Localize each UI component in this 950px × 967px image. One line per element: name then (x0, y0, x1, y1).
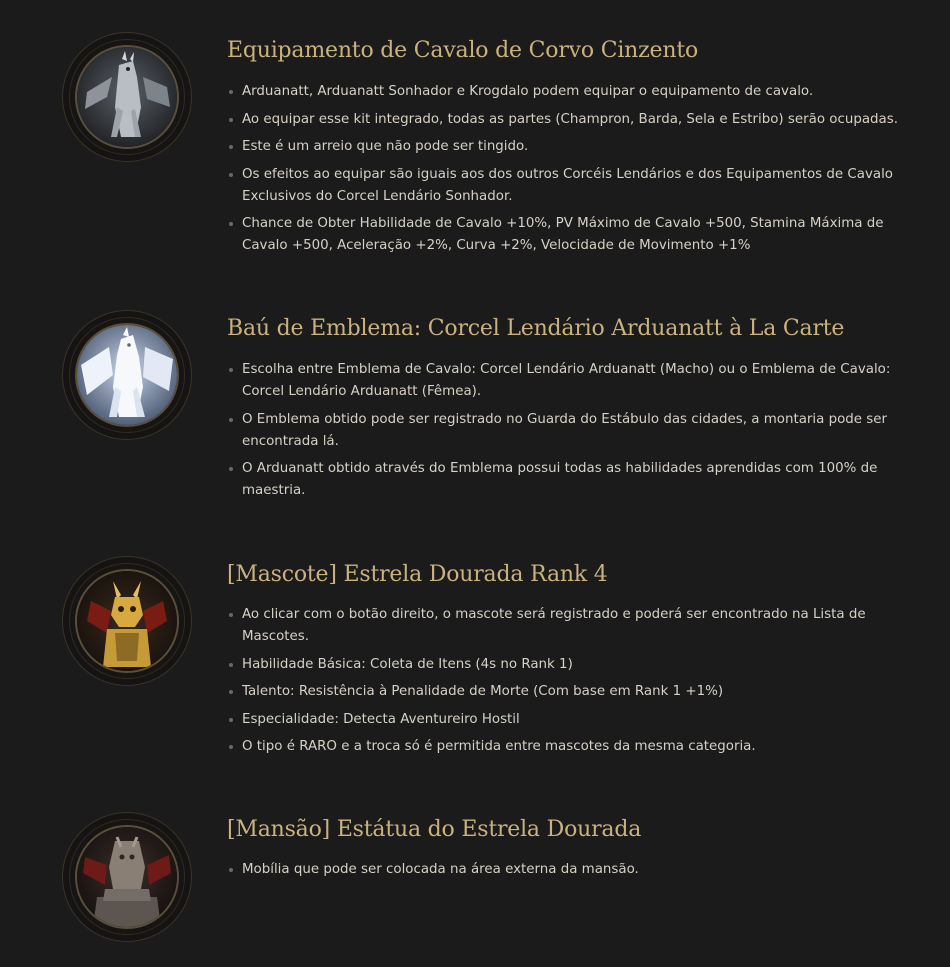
item-title: Equipamento de Cavalo de Corvo Cinzento (227, 38, 699, 63)
item-title: [Mansão] Estátua do Estrela Dourada (227, 817, 642, 842)
white-pegasus-emblem-icon (77, 325, 177, 425)
list-item: Ao clicar com o botão direito, o mascote será registrado e poderá ser encontrado na Lista de Mascotes. (227, 604, 907, 648)
item-description-list (227, 859, 907, 887)
item-emblem (62, 812, 192, 942)
list-item: Arduanatt, Arduanatt Sonhador e Krogdalo podem equipar o equipamento de cavalo. (227, 81, 907, 103)
list-item: O tipo é RARO e a troca só é permitida entre mascotes da mesma categoria. (227, 736, 907, 758)
list-item: Chance de Obter Habilidade de Cavalo +10%, PV Máximo de Cavalo +500, Stamina Máxima de Cavalo +500, Aceleração +2%, Curva +2%, Velocidade de Movimento +1% (227, 213, 907, 257)
item-title: [Mascote] Estrela Dourada Rank 4 (227, 562, 608, 587)
list-item: Habilidade Básica: Coleta de Itens (4s no Rank 1) (227, 654, 907, 676)
item-emblem (62, 32, 192, 162)
list-item: Escolha entre Emblema de Cavalo: Corcel Lendário Arduanatt (Macho) ou o Emblema de Cavalo: Corcel Lendário Arduanatt (Fêmea). (227, 359, 907, 403)
item-description-list (227, 604, 907, 764)
list-item: Os efeitos ao equipar são iguais aos dos outros Corcéis Lendários e dos Equipamentos de Cavalo Exclusivos do Corcel Lendário Sonhador. (227, 164, 907, 208)
item-title: Baú de Emblema: Corcel Lendário Arduanatt à La Carte (227, 316, 845, 341)
grey-raven-horse-gear-icon (77, 47, 177, 147)
list-item: O Emblema obtido pode ser registrado no Guarda do Estábulo das cidades, a montaria pode ser encontrada lá. (227, 409, 907, 453)
item-emblem (62, 310, 192, 440)
list-item: Este é um arreio que não pode ser tingido. (227, 136, 907, 158)
dragon-statue-icon (77, 827, 177, 927)
list-item: Especialidade: Detecta Aventureiro Hostil (227, 709, 907, 731)
list-item: O Arduanatt obtido através do Emblema possui todas as habilidades aprendidas com 100% de maestria. (227, 458, 907, 502)
item-description-list (227, 81, 907, 263)
list-item: Talento: Resistência à Penalidade de Morte (Com base em Rank 1 +1%) (227, 681, 907, 703)
golden-dragon-pet-icon (77, 571, 177, 671)
list-item: Mobília que pode ser colocada na área externa da mansão. (227, 859, 907, 881)
item-emblem (62, 556, 192, 686)
item-description-list (227, 359, 907, 508)
list-item: Ao equipar esse kit integrado, todas as partes (Champron, Barda, Sela e Estribo) serão ocupadas. (227, 109, 907, 131)
